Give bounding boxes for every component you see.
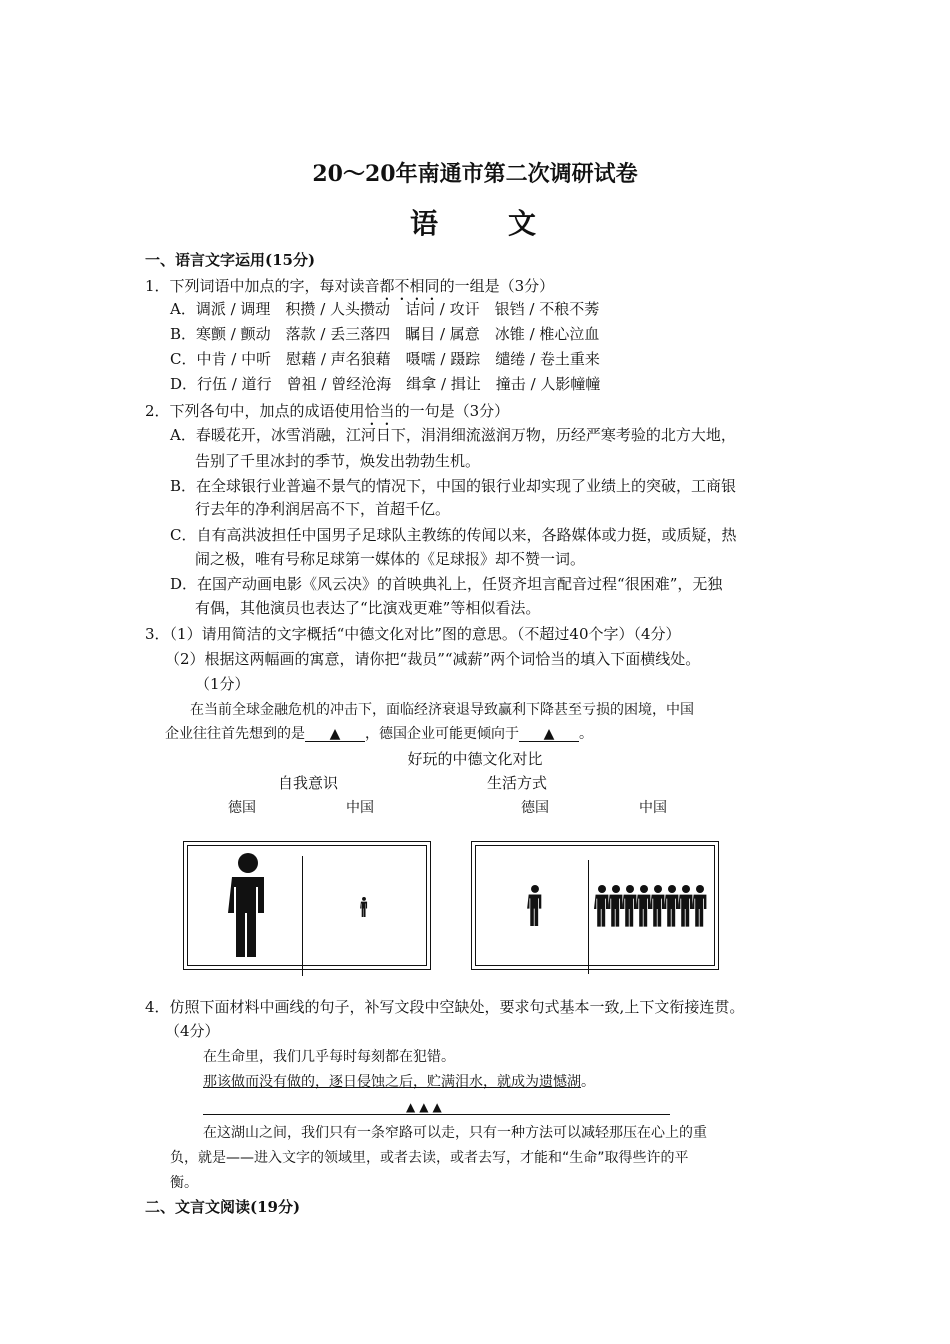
exam-title: 20～20年南通市第二次调研试卷: [312, 161, 638, 187]
group-of-people-icon: [594, 885, 714, 927]
section-heading-2: 二、文言文阅读(19分): [145, 1198, 301, 1216]
q4-passage-line2: 那该做而没有做的，逐日侵蚀之后，贮满泪水，就成为遗憾湖。: [203, 1074, 595, 1090]
section-heading: 一、语言文字运用(15分): [145, 251, 316, 269]
single-person-icon: [527, 885, 543, 926]
subject-title: 语文: [410, 207, 607, 240]
q2-option-b-line1: B．在全球银行业普遍不景气的情况下，中国的银行业却实现了业绩上的突破，工商银: [170, 477, 737, 495]
question-3-part1: 3．（1）请用简洁的文字概括“中德文化对比”图的意思。（不超过40个字）（4分）: [145, 625, 681, 643]
q2-option-c-line2: 闹之极，唯有号称足球第一媒体的《足球报》却不赞一词。: [195, 550, 586, 568]
q1-option-d: D．行伍 / 道行 曾祖 / 曾经沧海 缉拿 / 揖让 撞击 / 人影幢幢: [170, 375, 601, 393]
q2-option-a-line1: A．春暖花开，冰雪消融，江河日下，涓涓细流滋润万物，历经严寒考验的北方大地，: [170, 426, 736, 444]
question-3-part2: （2）根据这两幅画的寓意，请你把“裁员”“减薪”两个词恰当的填入下面横线处。: [165, 650, 701, 668]
q2-option-d-line1: D．在国产动画电影《风云决》的首映典礼上，任贤齐坦言配音过程“很困难”，无独: [170, 575, 723, 593]
q4-passage-line4: 负，就是——进入文字的领域里，或者去读，或者去写，才能和“生命”取得些许的平: [170, 1150, 689, 1166]
answer-blank-2[interactable]: ▲: [519, 727, 579, 742]
panel1-caption: 自我意识: [278, 774, 339, 792]
q4-passage-line5: 衡。: [170, 1175, 198, 1191]
panel1-label-china: 中国: [346, 800, 374, 816]
large-person-icon: [228, 853, 268, 957]
q2-option-a-line2: 告别了千里冰封的季节，焕发出勃勃生机。: [195, 452, 481, 470]
q4-passage-line1: 在生命里，我们几乎每时每刻都在犯错。: [203, 1049, 455, 1065]
question-2-stem: 2．下列各句中，加点的成语使用恰当的一句是（3分）: [145, 402, 510, 420]
q4-answer-line[interactable]: [203, 1114, 670, 1115]
q2-option-c-line1: C．自有高洪波担任中国男子足球队主教练的传闻以来，各路媒体或力挺，或质疑，热: [170, 526, 737, 544]
q1-option-c: C．中肯 / 中听 慰藉 / 声名狼藉 嗫嚅 / 蹑踪 缱绻 / 卷土重来: [170, 350, 600, 368]
question-3-part2-score: （1分）: [195, 675, 250, 693]
q4-passage-line3: 在这湖山之间，我们只有一条窄路可以走，只有一种方法可以减轻那压在心上的重: [203, 1125, 707, 1141]
question-4-stem: 4．仿照下面材料中画线的句子，补写文段中空缺处，要求句式基本一致,上下文衔接连贯。: [145, 998, 745, 1016]
tiny-person-icon: [360, 897, 368, 917]
panel2-caption: 生活方式: [487, 774, 548, 792]
question-1-stem: 1．下列词语中加点的字，每对读音都不相同的一组是（3分）: [145, 277, 555, 295]
q4-answer-marks: ▲▲▲: [406, 1100, 446, 1114]
question-4-score: （4分）: [165, 1022, 220, 1040]
q3-passage-line2: 企业往往首先想到的是 ▲ ，德国企业可能更倾向于 ▲ 。: [165, 726, 593, 742]
panel2-label-china: 中国: [639, 800, 667, 816]
panel2-label-germany: 德国: [521, 800, 549, 816]
q2-option-d-line2: 有偶，其他演员也表达了“比演戏更难”等相似看法。: [195, 599, 541, 617]
panel1-divider: [302, 856, 303, 976]
q1-option-b: B．寒颤 / 颤动 落款 / 丢三落四 瞩目 / 属意 冰锥 / 椎心泣血: [170, 325, 600, 343]
answer-blank-1[interactable]: ▲: [305, 727, 365, 742]
q1-option-a: A．调派 / 调理 积攒 / 人头攒动 诘问 / 攻讦 银铛 / 不稂不莠: [170, 300, 600, 318]
panel1-frame: [183, 841, 431, 970]
panel2-divider: [588, 860, 589, 974]
model-sentence: 那该做而没有做的，逐日侵蚀之后，贮满泪水，就成为遗憾湖: [203, 1074, 581, 1090]
panel1-label-germany: 德国: [228, 800, 256, 816]
q2-option-b-line2: 行去年的净利润居高不下，首超千亿。: [195, 500, 451, 518]
figure-title: 好玩的中德文化对比: [407, 750, 543, 768]
q3-passage-line1: 在当前全球金融危机的冲击下，面临经济衰退导致赢利下降甚至亏损的困境，中国: [190, 702, 694, 718]
